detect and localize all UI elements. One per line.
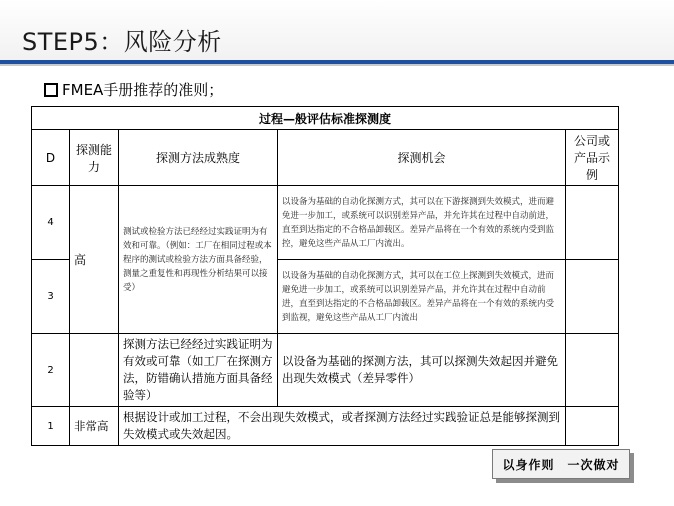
page-title: STEP5：风险分析 [22, 28, 222, 56]
group-high-method: 测试或检验方法已经经过实践证明为有效和可靠。（例如：工厂在相同过程或本程序的测试或检验方法方面具备经验，测量之重复性和再现性分析结果可以接受） [119, 186, 278, 334]
table-row [32, 334, 619, 407]
row2-example [566, 334, 619, 407]
table-row [32, 407, 619, 446]
table-row [32, 186, 619, 260]
header-d: D [32, 130, 70, 186]
row2-ability [70, 334, 119, 407]
row2-d: 2 [32, 334, 70, 407]
subtitle-text: FMEA手册推荐的准则； [62, 81, 224, 99]
table-caption: 过程—般评估标准探测度 [32, 107, 619, 130]
group-high-ability: 高 [70, 186, 119, 334]
row3-chance: 以设备为基础的自动化探测方式，其可以在工位上探测到失效模式，进而避免进一步加工，或系统可以识别差异产品，并允许其在过程中自动前进，直至到达指定的不合格品卸载区。差异产品将在一个有效的系统内受到监视，避免这些产品从工厂内流出 [278, 260, 566, 334]
row3-d: 3 [32, 260, 70, 334]
table-header-row [32, 130, 619, 186]
row3-example [566, 260, 619, 334]
header-chance: 探测机会 [278, 130, 566, 186]
row1-text: 根据设计或加工过程，不会出现失效模式，或者探测方法经过实践验证总是能够探测到失效模式或失效起因。 [119, 407, 566, 446]
row1-ability: 非常高 [70, 407, 119, 446]
title-underline-gray [0, 64, 674, 66]
header-method: 探测方法成熟度 [119, 130, 278, 186]
row4-example [566, 186, 619, 260]
motto-stamp: 以身作则 一次做对 [492, 449, 630, 479]
detection-criteria-table [31, 106, 619, 446]
row1-example [566, 407, 619, 446]
square-bullet-icon [44, 83, 58, 97]
table-caption-row [32, 107, 619, 130]
row4-d: 4 [32, 186, 70, 260]
header-ability: 探测能力 [70, 130, 119, 186]
row2-method: 探测方法已经经过实践证明为有效或可靠（如工厂在探测方法，防错确认措施方面具备经验等） [119, 334, 278, 407]
subtitle [44, 79, 223, 100]
row1-d: 1 [32, 407, 70, 446]
header-example: 公司或产品示例 [566, 130, 619, 186]
row2-chance: 以设备为基础的探测方法，其可以探测失效起因并避免出现失效模式（差异零件） [278, 334, 566, 407]
row4-chance: 以设备为基础的自动化探测方式，其可以在下游探测到失效模式，进而避免进一步加工，或系统可以识别差异产品，并允许其在过程中自动前进，直至到达指定的不合格品卸载区。差异产品将在一个有效的系统内受到监控，避免这些产品从工厂内流出。 [278, 186, 566, 260]
